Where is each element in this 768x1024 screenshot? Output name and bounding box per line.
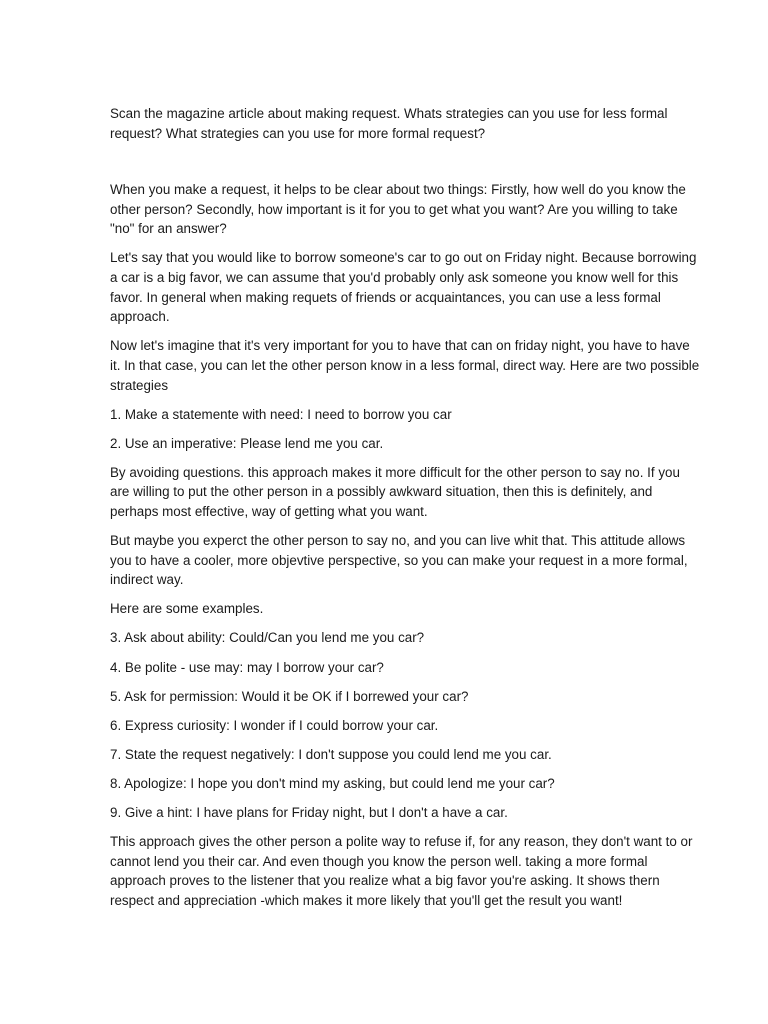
list-item: 7. State the request negatively: I don't suppose you could lend me you car. xyxy=(110,746,552,762)
paragraph-borrow-car: Let's say that you would like to borrow someone's car to go out on Friday night. Because borrowing a car is a big favor, we can assume that you'd probably only ask someone you know well for this favor. In general when making requets of friends or acquaintances, you can use a less formal approach. xyxy=(110,250,697,325)
paragraph-very-important: Now let's imagine that it's very important for you to have that can on friday night, you have to have it. In that case, you can let the other person know in a less formal, direct way. Here are two possible strategies xyxy=(110,338,700,393)
list-item: 1. Make a statemente with need: I need to borrow you car xyxy=(110,406,452,422)
paragraph-two-things: When you make a request, it helps to be clear about two things: Firstly, how well do you know the other person? Secondly, how important is it for you to get what you want? Are you willing to take "no" for an answer? xyxy=(110,182,686,237)
list-item: 8. Apologize: I hope you don't mind my asking, but could lend me your car? xyxy=(110,775,555,791)
indirect-strategies-list xyxy=(110,628,700,822)
intro-instructions: Scan the magazine article about making request. Whats strategies can you use for less formal request? What strategies can you use for more formal request? xyxy=(110,106,668,141)
list-item: 2. Use an imperative: Please lend me you car. xyxy=(110,435,384,451)
article-body xyxy=(110,104,700,920)
list-item: 5. Ask for permission: Would it be OK if I borrewed your car? xyxy=(110,688,469,704)
paragraph-conclusion: This approach gives the other person a polite way to refuse if, for any reason, they don't want to or cannot lend you their car. And even though you know the person well. taking a more formal approach proves to the listener that you realize what a big favor you're asking. It shows thern respect and appreciation -which makes it more likely that you'll get the result you want! xyxy=(110,834,693,908)
paragraph-examples-heading: Here are some examples. xyxy=(110,601,264,617)
list-item: 9. Give a hint: I have plans for Friday night, but I don't a have a car. xyxy=(110,805,508,821)
paragraph-cooler-perspective: But maybe you experct the other person to say no, and you can live whit that. This attitude allows you to have a cooler, more objevtive perspective, so you can make your request in a more formal, indirect way. xyxy=(110,533,688,588)
paragraph-avoiding-questions: By avoiding questions. this approach makes it more difficult for the other person to say no. If you are willing to put the other person in a possibly awkward situation, then this is definitely, and perhaps most effective, way of getting what you want. xyxy=(110,464,680,519)
list-item: 6. Express curiosity: I wonder if I could borrow your car. xyxy=(110,717,439,733)
list-item: 3. Ask about ability: Could/Can you lend me you car? xyxy=(110,630,425,646)
direct-strategies-list xyxy=(110,405,700,454)
list-item: 4. Be polite - use may: may I borrow your car? xyxy=(110,659,384,675)
